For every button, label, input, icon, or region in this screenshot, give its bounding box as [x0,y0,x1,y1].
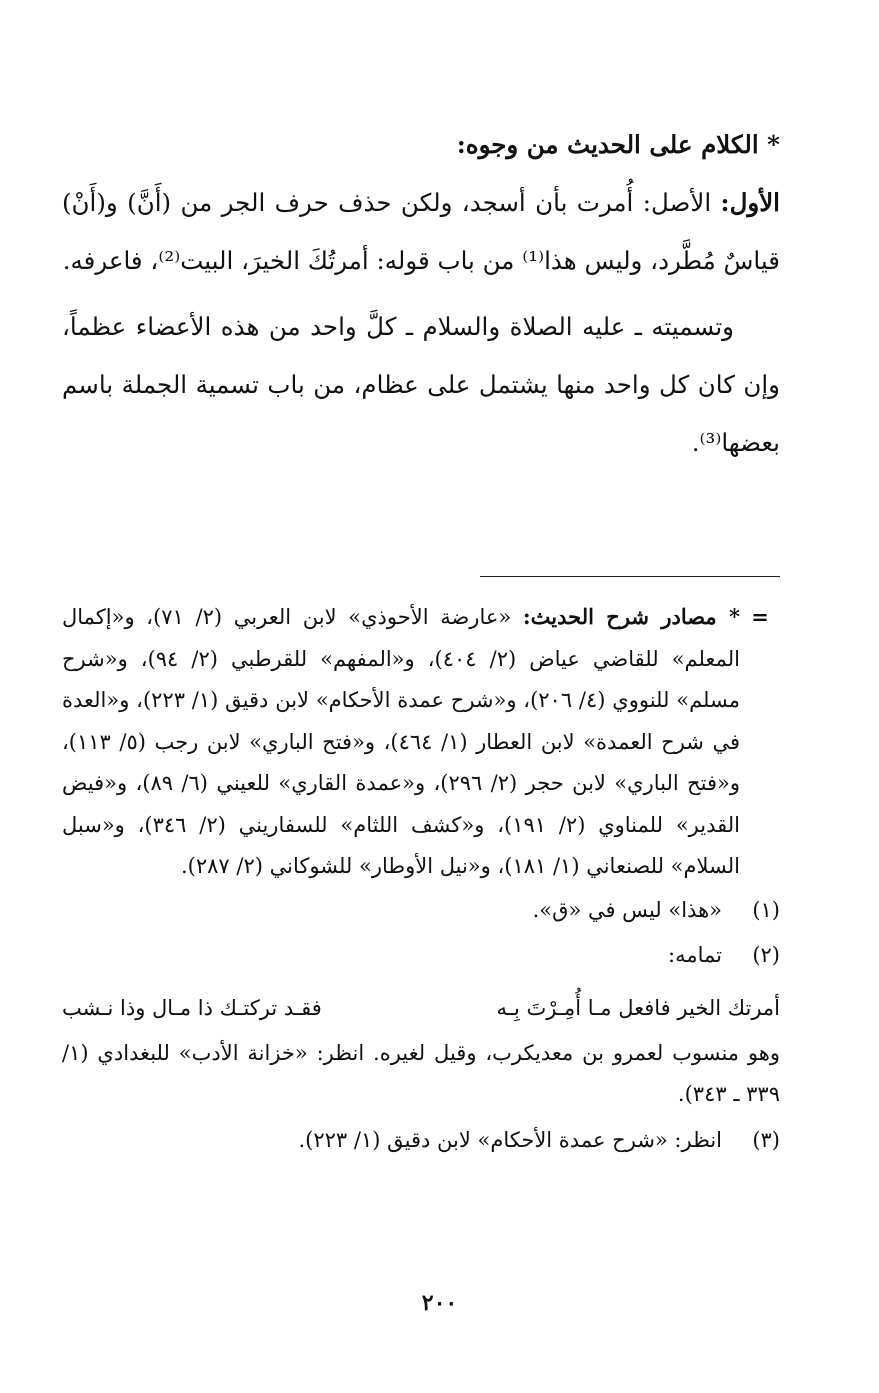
verse-first-hemistich: أمرتك الخير فافعل مـا أُمِـرْتَ بِـه [496,995,780,1020]
footnotes [62,596,780,1161]
footnote-1 [62,890,780,932]
footnote-number: (٣) [752,1127,780,1152]
section-heading: * الكلام على الحديث من وجوه: [456,130,780,159]
main-text [62,116,780,472]
footnote-number: (٢) [752,943,780,967]
sources-list: «عارضة الأحوذي» لابن العربي (٢/ ٧١)، و«إكمال المعلم» للقاضي عياض (٢/ ٤٠٤)، و«المفهم» للقرطبي (٢/ ٩٤)، و«شرح مسلم» للنووي (٤/ ٢٠٦)، و«شرح عمدة الأحكام» لابن دقيق (١/ ٢٢٣)، و«العدة في شرح العمدة» لابن العطار (١/ ٤٦٤)، و«فتح الباري» لابن رجب (٥/ ١١٣)، و«فتح الباري» لابن حجر (٢/ ٢٩٦)، و«عمدة القاري» للعيني (٦/ ٨٩)، و«فيض القدير» للمناوي (٢/ ١٩١)، و«كشف اللثام» للسفاريني (٢/ ٣٤٦)، و«سبل السلام» للصنعاني (١/ ١٨١)، و«نيل الأوطار» للشوكاني (٢/ ٢٨٧). [62,605,740,878]
footnote-number: (١) [752,897,780,922]
footnote-text: تمامه: [668,943,722,967]
paragraph-first-body: الأصل: أُمرت بأن أسجد، ولكن حذف حرف الجر من (أَنَّ) و(أَنْ) قياسٌ مُطَّرد، وليس هذا⁽¹⁾ من باب قوله: أمرتُكَ الخيرَ، البيت⁽²⁾، فاعرفه. [62,188,780,275]
verse-second-hemistich: فقـد تركتـك ذا مـال وذا نـشب [62,995,322,1020]
continuation-mark: = [751,604,769,629]
paragraph-naming: وتسميته ـ عليه الصلاة والسلام ـ كلَّ واحد من هذه الأعضاء عظماً، وإن كان كل واحد منها يشتمل على عظام، من باب تسمية الجملة باسم بعضها⁽³⁾. [62,312,780,457]
paragraph-first-aspect [62,174,780,290]
paragraph-lead-first: الأول: [720,188,780,217]
footnote-divider [480,576,780,577]
page-number: ٢٠٠ [421,1290,458,1316]
hadith-sources-note [62,596,780,888]
poetry-verse [62,985,780,1031]
sources-lead: * مصادر شرح الحديث: [522,604,740,629]
footnote-text: «هذا» ليس في «ق». [532,897,722,922]
footnote-2 [62,935,780,977]
footnote-3 [62,1120,780,1162]
footnote-text: انظر: «شرح عمدة الأحكام» لابن دقيق (١/ ٢٢٣). [298,1127,722,1152]
footnote-2-continuation: وهو منسوب لعمرو بن معديكرب، وقيل لغيره. انظر: «خزانة الأدب» للبغدادي (١/ ٣٣٩ ـ ٣٤٣). [62,1040,780,1106]
